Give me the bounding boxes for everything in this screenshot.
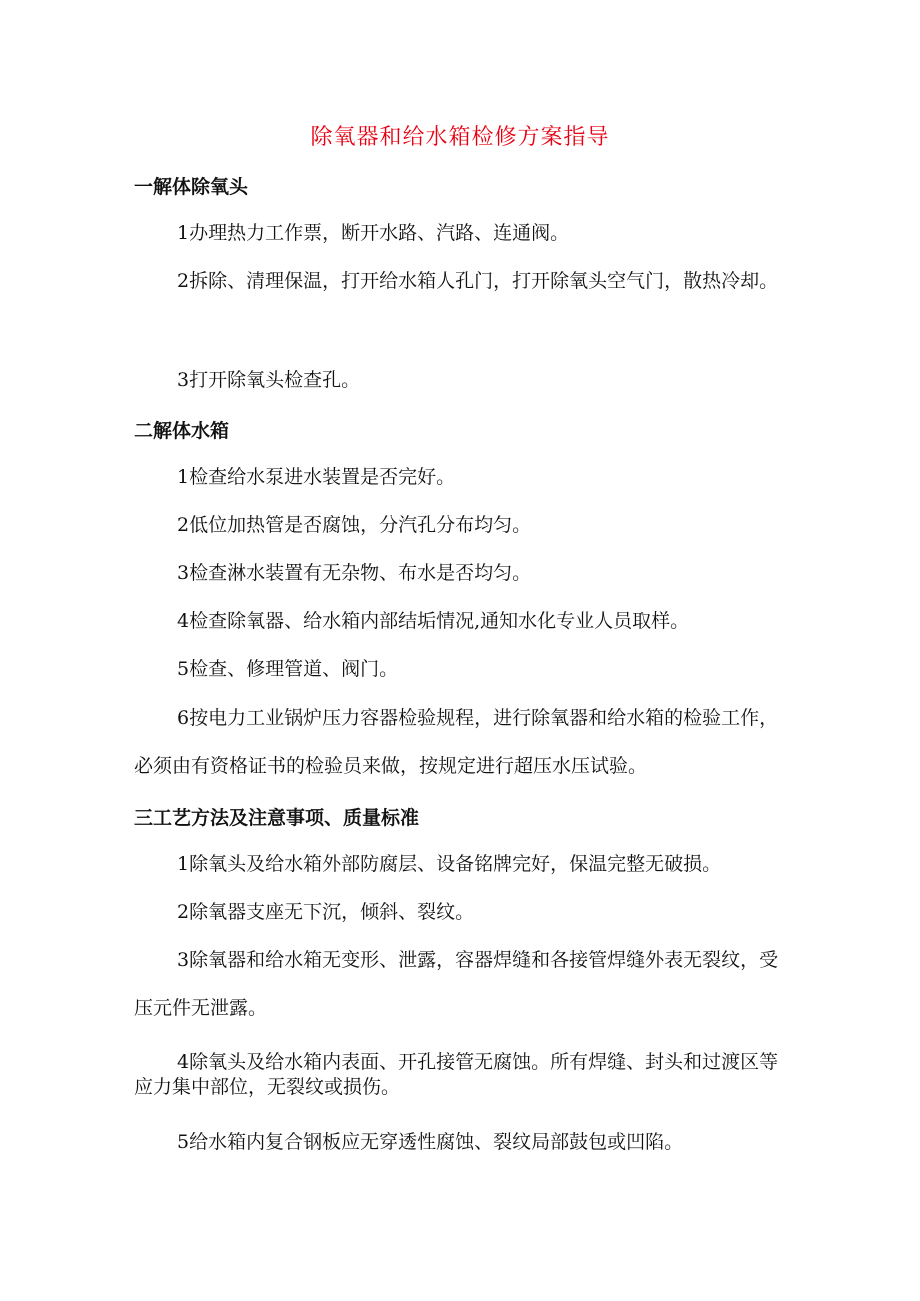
- paragraph: 3检查淋水装置有无杂物、布水是否均匀。: [177, 562, 532, 584]
- paragraph: 2拆除、清理保温，打开给水箱人孔门，打开除氧头空气门，散热冷却。: [177, 270, 779, 292]
- paragraph: 1除氧头及给水箱外部防腐层、设备铭牌完好，保温完整无破损。: [177, 853, 722, 875]
- paragraph: 4除氧头及给水箱内表面、开孔接管无腐蚀。所有焊缝、封头和过渡区等应力集中部位，无裂纹或损伤。: [134, 1051, 779, 1098]
- paragraph: 2除氧器支座无下沉，倾斜、裂纹。: [177, 901, 475, 923]
- paragraph: 5检查、修理管道、阀门。: [177, 658, 399, 680]
- section-heading: 二解体水箱: [134, 420, 230, 442]
- paragraph: 3打开除氧头检查孔。: [177, 369, 361, 391]
- paragraph: 5给水箱内复合钢板应无穿透性腐蚀、裂纹局部鼓包或凹陷。: [177, 1131, 684, 1153]
- paragraph: 3除氧器和给水箱无变形、泄露，容器焊缝和各接管焊缝外表无裂纹，受压元件无泄露。: [134, 949, 779, 1019]
- paragraph: 2低位加热管是否腐蚀，分汽孔分布均匀。: [177, 514, 532, 536]
- section-heading: 三工艺方法及注意事项、质量标准: [134, 807, 420, 829]
- section-heading: 一解体除氧头: [134, 176, 249, 198]
- paragraph: 1检查给水泵进水装置是否完好。: [177, 466, 456, 488]
- paragraph: 6按电力工业锅炉压力容器检验规程，进行除氧器和给水箱的检验工作，必须由有资格证书的检验员来做，按规定进行超压水压试验。: [134, 707, 779, 777]
- document-title: 除氧器和给水箱检修方案指导: [310, 125, 610, 150]
- paragraph: 1办理热力工作票，断开水路、汽路、连通阀。: [177, 222, 570, 244]
- paragraph: 4检查除氧器、给水箱内部结垢情况,通知水化专业人员取样。: [177, 610, 690, 632]
